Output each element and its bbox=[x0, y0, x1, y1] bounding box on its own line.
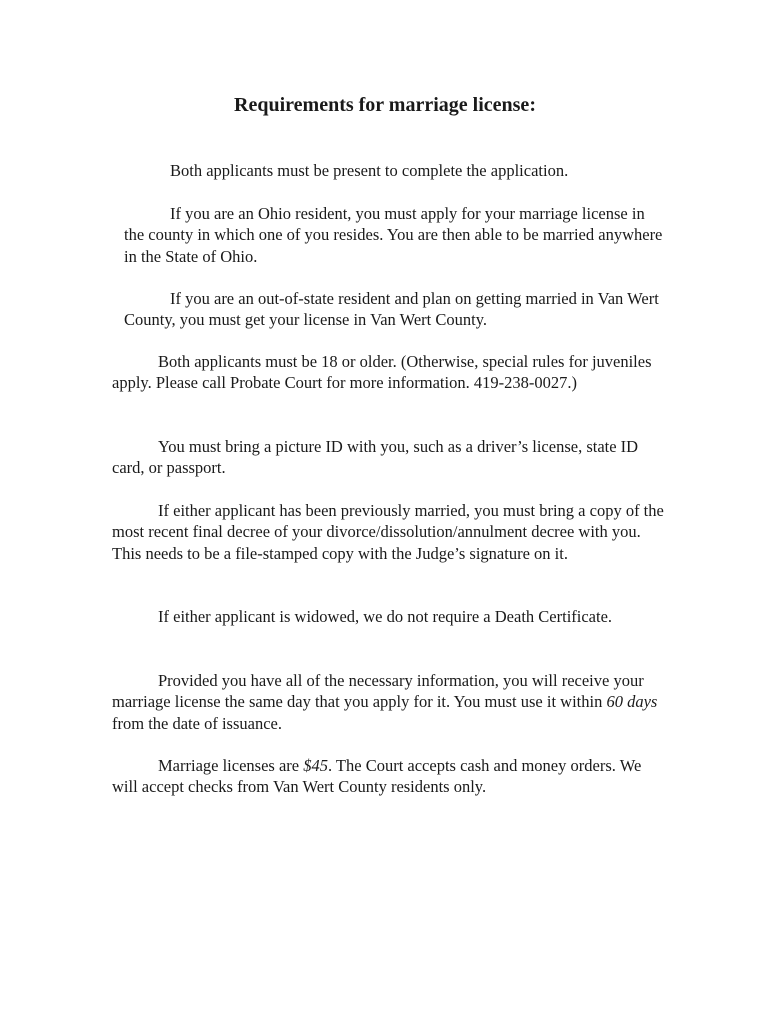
paragraph-out-of-state: If you are an out-of-state resident and plan on getting married in Van Wert County, you must get your license in Van Wert County. bbox=[124, 289, 659, 330]
paragraph-ohio-resident: If you are an Ohio resident, you must apply for your marriage license in the county in which one of you resides. You are then able to be married anywhere in the State of Ohio. bbox=[124, 204, 663, 266]
page-title bbox=[0, 91, 770, 119]
page-title-colon: : bbox=[529, 94, 536, 116]
same-day-text-start: Provided you have all of the necessary information, you will receive your marriage license the same day that you apply for it. You must use it within bbox=[112, 671, 644, 712]
paragraph-widowed: If either applicant is widowed, we do not require a Death Certificate. bbox=[158, 607, 613, 626]
paragraph-previously-married: If either applicant has been previously married, you must bring a copy of the most recent final decree of your divorce/dissolution/annulment decree with you. This needs to be a file-stamped copy with the Judge’s signature on it. bbox=[112, 501, 664, 563]
paragraph-picture-id: You must bring a picture ID with you, such as a driver’s license, state ID card, or passport. bbox=[112, 437, 639, 478]
fees-text-start: Marriage licenses are bbox=[158, 756, 304, 775]
paragraph-age-requirement: Both applicants must be 18 or older. (Otherwise, special rules for juveniles apply. Please call Probate Court for more information. 419-238-0027.) bbox=[112, 352, 652, 393]
fees-text-end: . The Court accepts cash and money orders. We will accept checks from Van Wert County residents only. bbox=[112, 756, 642, 797]
page-title-text: Requirements for marriage license bbox=[234, 94, 530, 116]
same-day-text-end: from the date of issuance. bbox=[112, 713, 282, 733]
paragraph-both-present: Both applicants must be present to complete the application. bbox=[170, 161, 569, 180]
paragraph-fees bbox=[112, 755, 664, 798]
validity-period: 60 days bbox=[606, 692, 658, 712]
license-fee: $45 bbox=[303, 756, 328, 775]
paragraph-same-day bbox=[112, 670, 664, 734]
